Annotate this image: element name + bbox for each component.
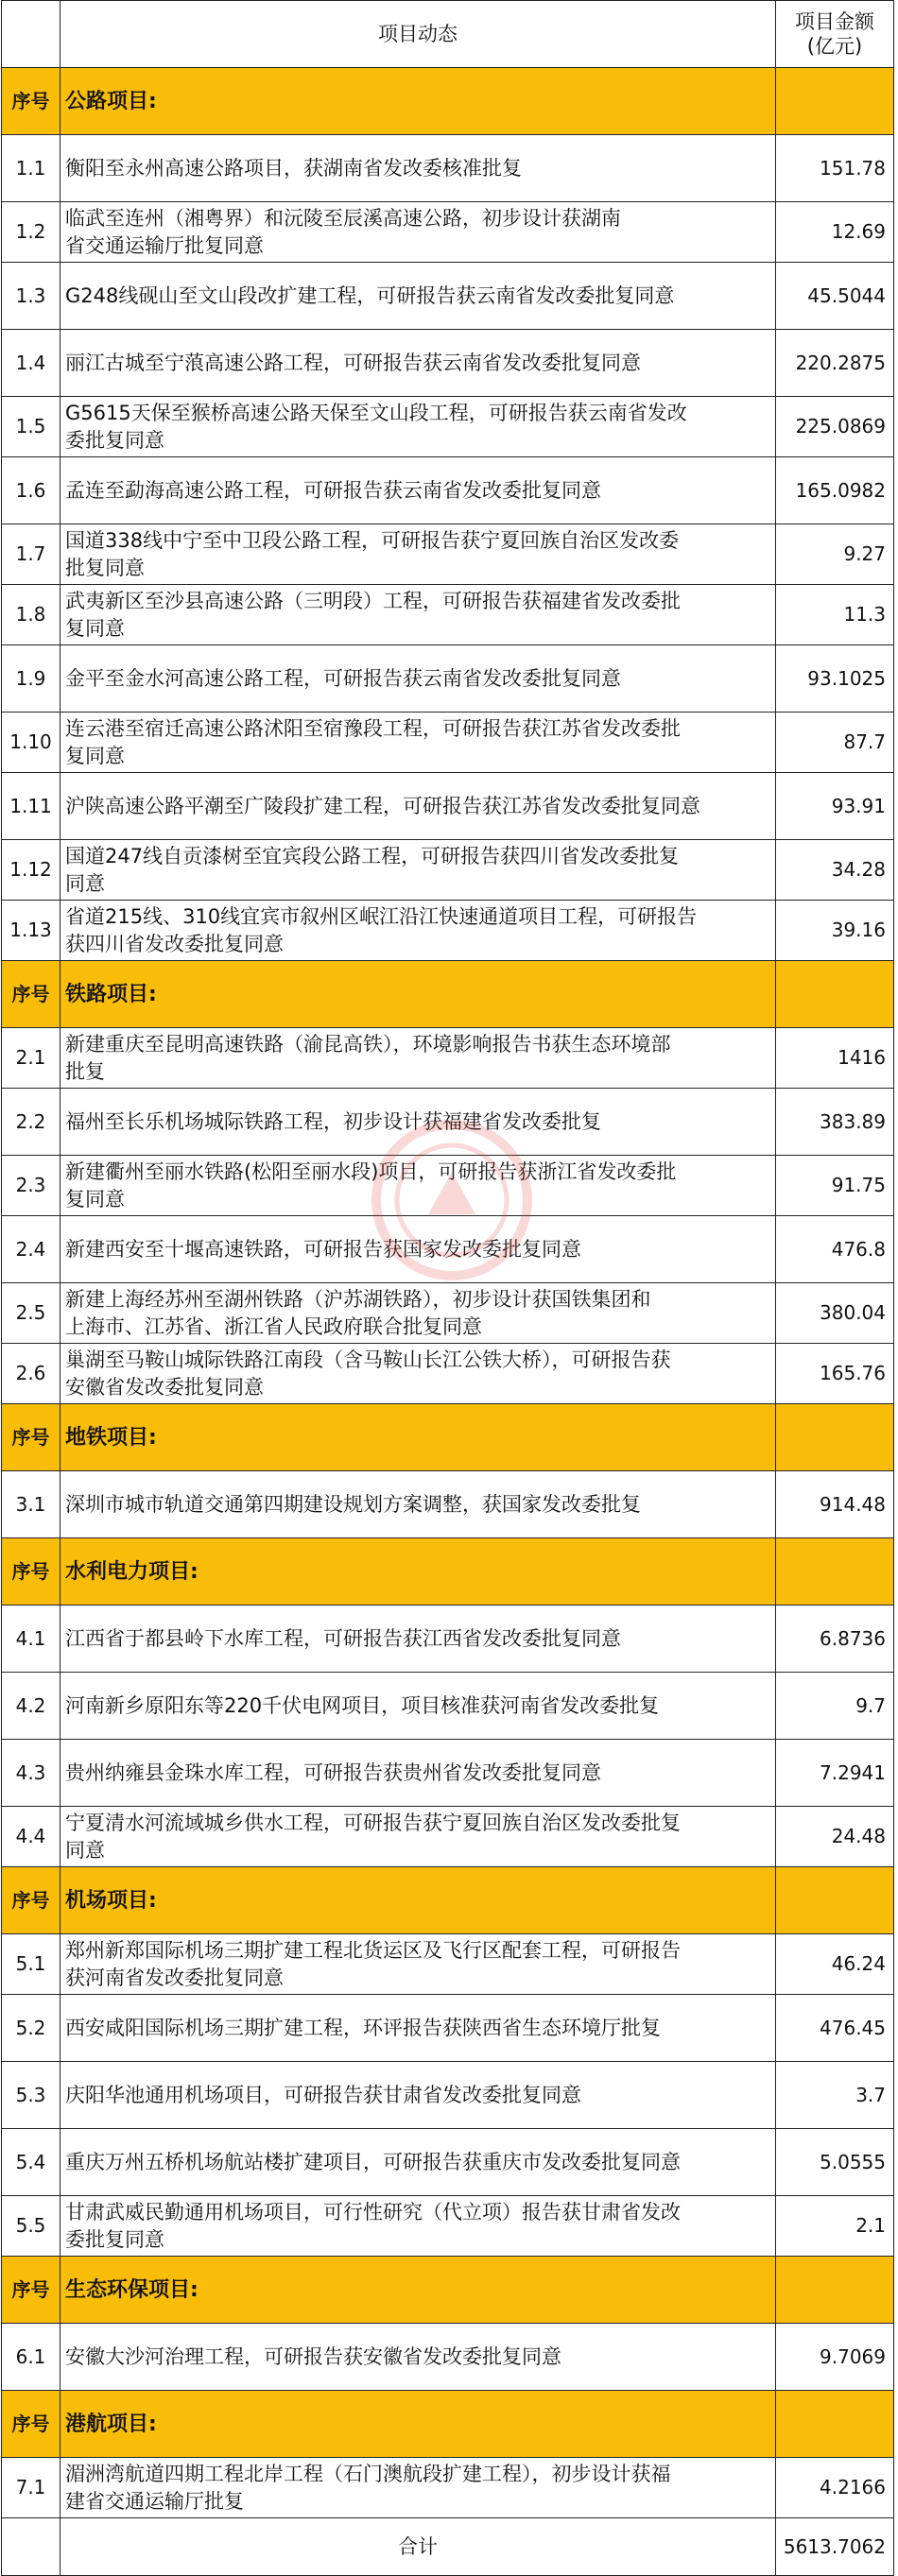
row-number: 2.5 [2, 1283, 60, 1344]
table-row [2, 1344, 894, 1404]
row-number: 5.1 [2, 1934, 60, 1995]
row-description-line: 新建上海经苏州至湖州铁路（沪苏湖铁路），初步设计获国铁集团和 [65, 1287, 651, 1311]
row-amount: 91.75 [776, 1156, 894, 1216]
section-amount-blank [776, 1538, 894, 1606]
row-description-line: 孟连至勐海高速公路工程，可研报告获云南省发改委批复同意 [65, 478, 601, 502]
row-number: 1.8 [2, 585, 60, 645]
row-description-line: 复同意 [65, 744, 125, 767]
row-description-line: 省交通运输厅批复同意 [65, 233, 264, 257]
section-amount-blank [776, 68, 894, 135]
row-description-line: 河南新乡原阳东等220千伏电网项目，项目核准获河南省发改委批复 [65, 1693, 660, 1717]
table-row [2, 2458, 894, 2518]
row-description [60, 585, 776, 645]
row-number: 2.1 [2, 1028, 60, 1089]
row-amount: 46.24 [776, 1934, 894, 1995]
row-description-line: 复同意 [65, 1187, 125, 1211]
table-row [2, 1156, 894, 1216]
row-number: 1.7 [2, 524, 60, 585]
table-row [2, 1216, 894, 1283]
header-row [2, 1, 894, 68]
row-description [60, 524, 776, 585]
table-row [2, 397, 894, 457]
row-description-line: 武夷新区至沙县高速公路（三明段）工程，可研报告获福建省发改委批 [65, 589, 681, 612]
total-amount: 5613.7062 [776, 2518, 894, 2576]
row-number: 6.1 [2, 2324, 60, 2391]
row-description [60, 901, 776, 961]
row-description [60, 2062, 776, 2129]
table-row [2, 901, 894, 961]
row-description-line: 批复 [65, 1059, 105, 1083]
row-description-line: 甘肃武威民勤通用机场项目，可行性研究（代立项）报告获甘肃省发改 [65, 2200, 681, 2224]
table-row [2, 1606, 894, 1673]
row-description-line: 郑州新郑国际机场三期扩建工程北货运区及飞行区配套工程，可研报告 [65, 1938, 681, 1962]
row-description [60, 773, 776, 840]
row-description [60, 2129, 776, 2196]
row-number: 1.5 [2, 397, 60, 457]
header-desc-cell: 项目动态 [60, 1, 776, 68]
row-description [60, 1807, 776, 1867]
row-description-line: 获河南省发改委批复同意 [65, 1966, 284, 1989]
row-number: 1.3 [2, 263, 60, 330]
row-description-line: 建省交通运输厅批复 [65, 2489, 244, 2513]
section-title: 生态环保项目: [60, 2257, 776, 2324]
section-title: 铁路项目: [60, 961, 776, 1028]
row-description-line: 深圳市城市轨道交通第四期建设规划方案调整，获国家发改委批复 [65, 1492, 641, 1516]
row-number: 1.11 [2, 773, 60, 840]
header-amount-line2: (亿元) [806, 35, 863, 58]
row-amount: 225.0869 [776, 397, 894, 457]
row-description [60, 1606, 776, 1673]
row-amount: 165.0982 [776, 457, 894, 524]
row-amount: 93.91 [776, 773, 894, 840]
row-description-line: 委批复同意 [65, 2227, 164, 2251]
table-row [2, 2062, 894, 2129]
row-amount: 3.7 [776, 2062, 894, 2129]
row-amount: 383.89 [776, 1089, 894, 1156]
row-number: 1.13 [2, 901, 60, 961]
table-row [2, 1283, 894, 1344]
row-description [60, 202, 776, 263]
row-description-line: G5615天保至猴桥高速公路天保至文山段工程，可研报告获云南省发改 [65, 401, 687, 424]
table-row [2, 457, 894, 524]
section-header-row [2, 1404, 894, 1471]
row-description-line: 西安咸阳国际机场三期扩建工程，环评报告获陕西省生态环境厅批复 [65, 2016, 661, 2039]
table-row [2, 1807, 894, 1867]
row-description [60, 1283, 776, 1344]
row-number: 1.6 [2, 457, 60, 524]
row-amount: 11.3 [776, 585, 894, 645]
row-description-line: 重庆万州五桥机场航站楼扩建项目，可研报告获重庆市发改委批复同意 [65, 2150, 681, 2173]
row-description [60, 840, 776, 901]
row-number: 1.10 [2, 713, 60, 773]
row-number: 4.2 [2, 1673, 60, 1740]
project-table [1, 0, 894, 2576]
row-amount: 4.2166 [776, 2458, 894, 2518]
row-description [60, 457, 776, 524]
row-description-line: 宁夏清水河流域城乡供水工程，可研报告获宁夏回族自治区发改委批复 [65, 1811, 681, 1834]
section-amount-blank [776, 2257, 894, 2324]
row-description [60, 397, 776, 457]
row-number: 7.1 [2, 2458, 60, 2518]
table-row [2, 1995, 894, 2062]
section-no-label: 序号 [2, 2257, 60, 2324]
row-description-line: 沪陕高速公路平潮至广陵段扩建工程，可研报告获江苏省发改委批复同意 [65, 794, 700, 817]
row-amount: 220.2875 [776, 330, 894, 397]
row-description [60, 2324, 776, 2391]
row-amount: 2.1 [776, 2196, 894, 2257]
section-title: 地铁项目: [60, 1404, 776, 1471]
row-description [60, 330, 776, 397]
row-description [60, 645, 776, 713]
row-description-line: 丽江古城至宁蒗高速公路工程，可研报告获云南省发改委批复同意 [65, 351, 641, 374]
row-number: 2.4 [2, 1216, 60, 1283]
table-row [2, 330, 894, 397]
row-amount: 151.78 [776, 135, 894, 202]
row-description-line: 新建衢州至丽水铁路(松阳至丽水段)项目，可研报告获浙江省发改委批 [65, 1159, 677, 1183]
section-title: 港航项目: [60, 2391, 776, 2458]
row-description-line: 新建西安至十堰高速铁路，可研报告获国家发改委批复同意 [65, 1237, 581, 1261]
section-amount-blank [776, 1404, 894, 1471]
section-title: 公路项目: [60, 68, 776, 135]
row-amount: 7.2941 [776, 1740, 894, 1807]
section-no-label: 序号 [2, 68, 60, 135]
row-number: 4.3 [2, 1740, 60, 1807]
row-description [60, 2458, 776, 2518]
total-no-blank [2, 2518, 60, 2576]
row-number: 2.3 [2, 1156, 60, 1216]
row-number: 3.1 [2, 1471, 60, 1538]
row-description-line: 同意 [65, 871, 105, 895]
row-amount: 380.04 [776, 1283, 894, 1344]
row-description [60, 1344, 776, 1404]
table-row [2, 135, 894, 202]
row-description-line: 江西省于都县岭下水库工程，可研报告获江西省发改委批复同意 [65, 1626, 621, 1650]
row-description-line: 同意 [65, 1838, 105, 1862]
row-description [60, 135, 776, 202]
section-amount-blank [776, 1867, 894, 1934]
section-header-row [2, 2391, 894, 2458]
section-amount-blank [776, 961, 894, 1028]
row-description [60, 263, 776, 330]
row-description [60, 1934, 776, 1995]
row-description-line: 上海市、江苏省、浙江省人民政府联合批复同意 [65, 1314, 482, 1338]
row-amount: 39.16 [776, 901, 894, 961]
table-row [2, 202, 894, 263]
row-number: 5.5 [2, 2196, 60, 2257]
row-description-line: 安徽省发改委批复同意 [65, 1375, 264, 1399]
row-description [60, 713, 776, 773]
row-description-line: 连云港至宿迁高速公路沭阳至宿豫段工程，可研报告获江苏省发改委批 [65, 716, 681, 740]
table-row [2, 1028, 894, 1089]
row-number: 1.9 [2, 645, 60, 713]
table-row [2, 263, 894, 330]
row-amount: 476.45 [776, 1995, 894, 2062]
table-row [2, 645, 894, 713]
row-description [60, 1028, 776, 1089]
row-description [60, 1673, 776, 1740]
row-amount: 24.48 [776, 1807, 894, 1867]
row-amount: 12.69 [776, 202, 894, 263]
row-amount: 6.8736 [776, 1606, 894, 1673]
row-description-line: 贵州纳雍县金珠水库工程，可研报告获贵州省发改委批复同意 [65, 1760, 601, 1784]
row-description-line: 金平至金水河高速公路工程，可研报告获云南省发改委批复同意 [65, 666, 621, 690]
header-no-cell [2, 1, 60, 68]
row-description-line: 委批复同意 [65, 428, 164, 452]
row-description [60, 1216, 776, 1283]
row-amount: 1416 [776, 1028, 894, 1089]
table-row [2, 1673, 894, 1740]
section-header-row [2, 1867, 894, 1934]
section-title: 机场项目: [60, 1867, 776, 1934]
header-amount-line1: 项目金额 [795, 10, 874, 33]
row-amount: 165.76 [776, 1344, 894, 1404]
row-amount: 9.7 [776, 1673, 894, 1740]
row-description [60, 2196, 776, 2257]
total-label: 合计 [60, 2518, 776, 2576]
section-header-row [2, 2257, 894, 2324]
row-description-line: 新建重庆至昆明高速铁路（渝昆高铁），环境影响报告书获生态环境部 [65, 1032, 671, 1056]
row-description-line: 批复同意 [65, 556, 145, 579]
table-row [2, 1740, 894, 1807]
section-header-row [2, 1538, 894, 1606]
row-description-line: 湄洲湾航道四期工程北岸工程（石门澳航段扩建工程），初步设计获福 [65, 2462, 671, 2485]
row-description-line: 庆阳华池通用机场项目，可研报告获甘肃省发改委批复同意 [65, 2083, 581, 2106]
table-row [2, 2324, 894, 2391]
table-row [2, 1471, 894, 1538]
row-number: 1.4 [2, 330, 60, 397]
project-table-sheet [1, 0, 893, 2576]
section-title: 水利电力项目: [60, 1538, 776, 1606]
section-amount-blank [776, 2391, 894, 2458]
total-row [2, 2518, 894, 2576]
row-description [60, 1471, 776, 1538]
section-header-row [2, 68, 894, 135]
table-row [2, 1934, 894, 1995]
row-description [60, 1089, 776, 1156]
section-header-row [2, 961, 894, 1028]
table-row [2, 773, 894, 840]
row-amount: 45.5044 [776, 263, 894, 330]
row-number: 1.2 [2, 202, 60, 263]
row-description-line: G248线砚山至文山段改扩建工程，可研报告获云南省发改委批复同意 [65, 283, 675, 307]
row-amount: 5.0555 [776, 2129, 894, 2196]
row-amount: 93.1025 [776, 645, 894, 713]
row-number: 1.12 [2, 840, 60, 901]
row-number: 4.1 [2, 1606, 60, 1673]
row-description [60, 1156, 776, 1216]
row-description-line: 安徽大沙河治理工程，可研报告获安徽省发改委批复同意 [65, 2344, 561, 2368]
table-row [2, 585, 894, 645]
row-amount: 34.28 [776, 840, 894, 901]
row-number: 2.6 [2, 1344, 60, 1404]
row-description [60, 1995, 776, 2062]
row-number: 5.2 [2, 1995, 60, 2062]
row-description-line: 巢湖至马鞍山城际铁路江南段（含马鞍山长江公铁大桥），可研报告获 [65, 1348, 671, 1371]
section-no-label: 序号 [2, 2391, 60, 2458]
row-number: 1.1 [2, 135, 60, 202]
section-no-label: 序号 [2, 1538, 60, 1606]
row-description-line: 国道338线中宁至中卫段公路工程，可研报告获宁夏回族自治区发改委 [65, 528, 680, 552]
row-amount: 9.27 [776, 524, 894, 585]
section-no-label: 序号 [2, 1867, 60, 1934]
table-row [2, 1089, 894, 1156]
row-description-line: 省道215线、310线宜宾市叙州区岷江沿江快速通道项目工程，可研报告 [65, 904, 698, 928]
section-no-label: 序号 [2, 1404, 60, 1471]
row-description-line: 福州至长乐机场城际铁路工程，初步设计获福建省发改委批复 [65, 1109, 601, 1133]
row-amount: 9.7069 [776, 2324, 894, 2391]
table-row [2, 2196, 894, 2257]
row-amount: 87.7 [776, 713, 894, 773]
table-row [2, 713, 894, 773]
row-description-line: 衡阳至永州高速公路项目，获湖南省发改委核准批复 [65, 156, 522, 180]
table-row [2, 840, 894, 901]
row-amount: 476.8 [776, 1216, 894, 1283]
row-description-line: 获四川省发改委批复同意 [65, 932, 284, 955]
table-row [2, 524, 894, 585]
row-number: 2.2 [2, 1089, 60, 1156]
section-no-label: 序号 [2, 961, 60, 1028]
project-table-body [2, 1, 894, 2576]
row-description-line: 临武至连州（湘粤界）和沅陵至辰溪高速公路，初步设计获湖南 [65, 206, 621, 230]
row-description-line: 国道247线自贡漆树至宜宾段公路工程，可研报告获四川省发改委批复 [65, 844, 680, 867]
row-number: 5.4 [2, 2129, 60, 2196]
row-number: 4.4 [2, 1807, 60, 1867]
row-description [60, 1740, 776, 1807]
table-row [2, 2129, 894, 2196]
row-description-line: 复同意 [65, 616, 125, 640]
row-amount: 914.48 [776, 1471, 894, 1538]
header-amount-cell [776, 1, 894, 68]
row-number: 5.3 [2, 2062, 60, 2129]
